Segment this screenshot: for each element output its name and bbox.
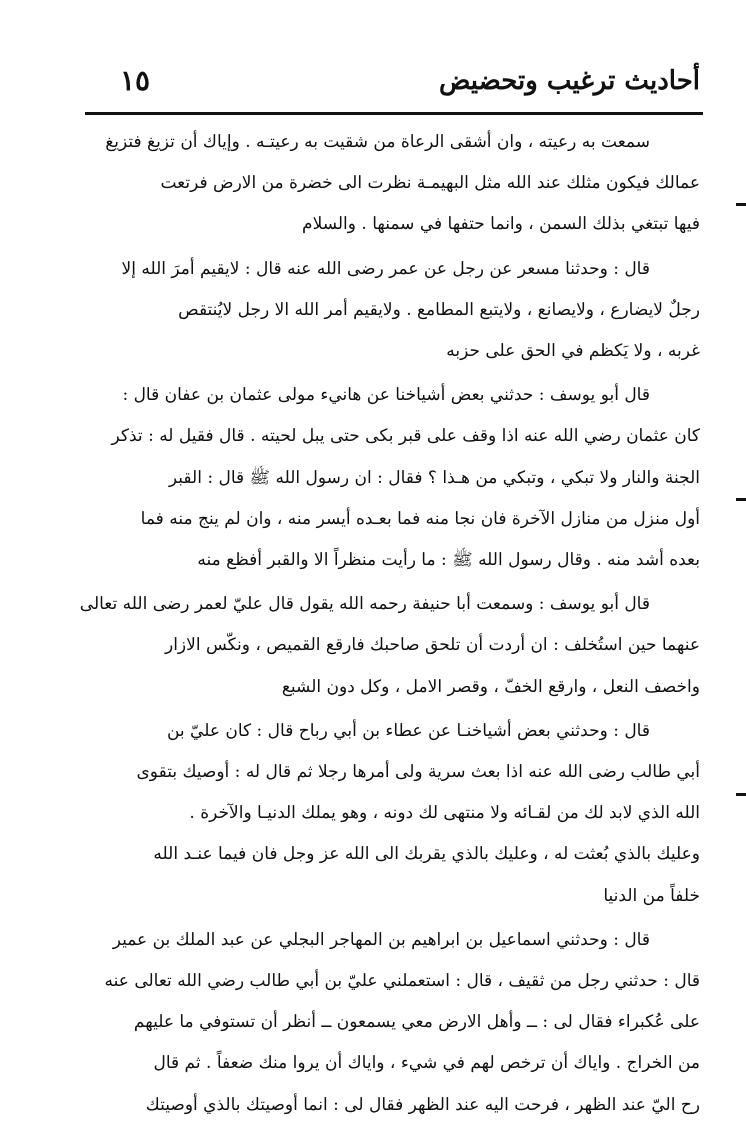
- text-line: على عُكبراء فقال لى : ــ وأهل الارض معي يسمعون ــ أنظر أن تستوفي ما عليهم: [133, 1012, 700, 1033]
- text-line: قال أبو يوسف : حدثني بعض أشياخنا عن هانيء مولى عثمان بن عفان قال :: [122, 385, 650, 406]
- text-line: الله الذي لابد لك من لقـائه ولا منتهى لك دونه ، وهو يملك الدنيـا والآخرة .: [189, 803, 700, 824]
- margin-mark: [736, 793, 746, 796]
- paragraph: [72, 920, 700, 1126]
- paragraph: [72, 249, 700, 373]
- header-rule: [85, 112, 703, 115]
- text-line: قال : حدثني رجل من ثقيف ، قال : استعملني عليّ بن أبي طالب رضي الله تعالى عنه: [104, 971, 700, 992]
- page-header: [85, 62, 700, 102]
- text-line: وعليك بالذي بُعثت له ، وعليك بالذي يقربك الى الله عز وجل فان فيما عنـد الله: [153, 844, 700, 865]
- text-line: فيها تبتغي بذلك السمن ، وانما حتفها في سمنها . والسلام: [302, 214, 700, 235]
- running-title: أحاديث ترغيب وتحضيض: [438, 66, 700, 96]
- paragraph: [72, 711, 700, 917]
- text-line: خلفاً من الدنيا: [603, 885, 700, 906]
- text-line: بعده أشد منه . وقال رسول الله ﷺ : ما رأيت منظراً الا والقبر أفظع منه: [197, 550, 700, 571]
- text-line: رجلٌ لايضارع ، ولايصانع ، ولايتبع المطامع . ولايقيم أمر الله الا رجل لايُنتقص: [178, 299, 700, 320]
- text-line: رح اليّ عند الظهر ، فرحت اليه عند الظهر فقال لى : انما أوصيتك بالذي أوصيتك: [145, 1094, 700, 1115]
- text-line: أبي طالب رضى الله عنه اذا بعث سرية ولى أمرها رجلا ثم قال له : أوصيك بتقوى: [136, 762, 700, 783]
- text-line: سمعت به رعيته ، وان أشقى الرعاة من شقيت به رعيتـه . وإياك أن تزيغ فتزيغ: [105, 132, 650, 152]
- text-line: واخصف النعل ، وارقع الخفّ ، وقصر الامل ، وكل دون الشبع: [281, 676, 700, 697]
- text-line: قال أبو يوسف : وسمعت أبا حنيفة رحمه الله يقول قال عليّ لعمر رضى الله تعالى: [79, 594, 650, 615]
- text-line: عنهما حين استُخلف : ان أردت أن تلحق صاحبك فارقع القميص ، ونكّس الازار: [164, 635, 700, 656]
- body-text: [72, 122, 700, 1129]
- paragraph: [72, 122, 700, 246]
- text-line: عمالك فيكون مثلك عند الله مثل البهيمـة نظرت الى خضرة من الارض فرتعت: [160, 173, 700, 194]
- paragraph: [72, 375, 700, 581]
- paragraph: [72, 584, 700, 708]
- margin-mark: [736, 203, 746, 206]
- text-line: قال : وحدثني بعض أشياخنـا عن عطاء بن أبي رباح قال : كان عليّ بن: [166, 720, 650, 741]
- page-number: ١٥: [120, 64, 151, 97]
- text-line: الجنة والنار ولا تبكي ، وتبكي من هـذا ؟ فقال : ان رسول الله ﷺ قال : القبر: [168, 467, 700, 488]
- text-line: قال : وحدثني اسماعيل بن ابراهيم بن المهاجر البجلي عن عبد الملك بن عمير: [112, 929, 650, 950]
- text-line: أول منزل من منازل الآخرة فان نجا منه فما بعـده أيسر منه ، وان لم ينج منه فما: [140, 508, 700, 529]
- text-line: من الخراج . واياك أن ترخص لهم في شيء ، واياك أن يروا منك ضعفاً . ثم قال: [153, 1053, 700, 1074]
- text-line: كان عثمان رضي الله عنه اذا وقف على قبر بكى حتى يبل لحيته . قال فقيل له : تذكر: [111, 426, 700, 447]
- text-line: قال : وحدثنا مسعر عن رجل عن عمر رضى الله عنه قال : لايقيم أمرَ الله إلا: [121, 258, 650, 279]
- text-line: غربه ، ولا يَكظم في الحق على حزبه: [446, 341, 700, 362]
- margin-mark: [736, 498, 746, 501]
